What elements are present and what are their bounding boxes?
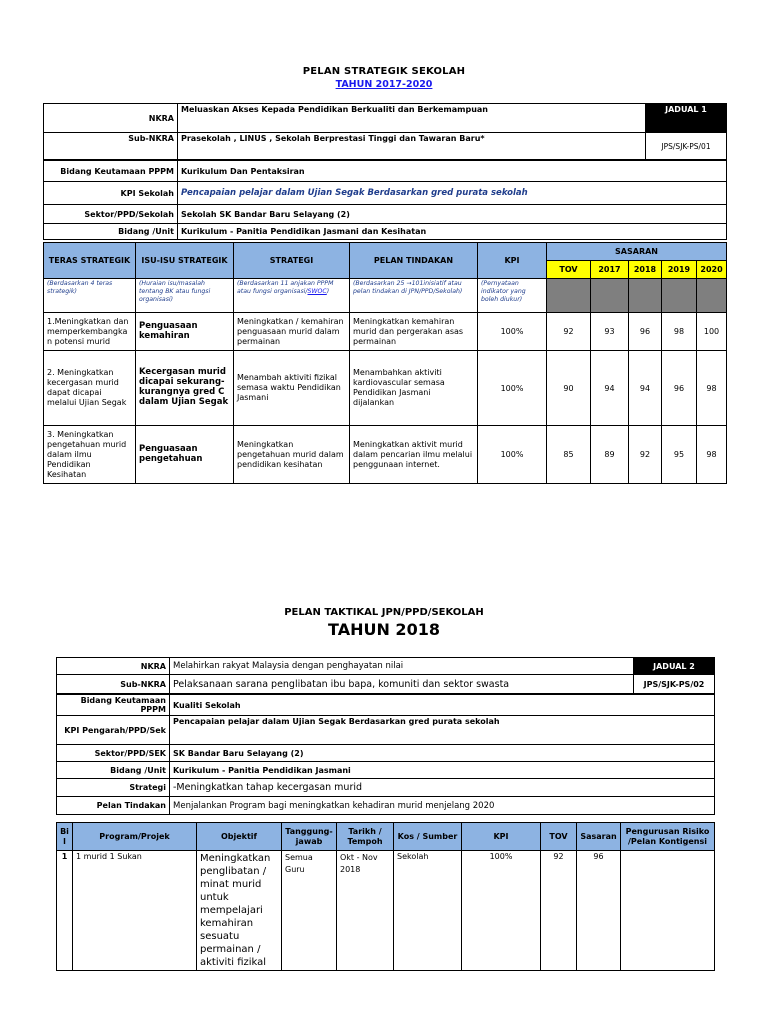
- gray-cell: [697, 279, 727, 313]
- strategi-note: [234, 279, 350, 313]
- y2017-cell: 93: [591, 313, 629, 351]
- tov-header: TOV: [541, 823, 577, 851]
- jadual-label: JADUAL 2: [634, 658, 715, 675]
- strategi-header: STRATEGI: [234, 243, 350, 279]
- sasaran-cell: 96: [577, 851, 621, 971]
- nkra-value: Melahirkan rakyat Malaysia dengan penghayatan nilai: [170, 658, 634, 675]
- strategi-cell: Meningkatkan / kemahiran penguasaan murid dalam permainan: [234, 313, 350, 351]
- kpi-cell: 100%: [478, 426, 547, 484]
- y2019-cell: 96: [662, 351, 697, 426]
- kpi-note: (Pernyataan indikator yang boleh diukur): [478, 279, 547, 313]
- isu-cell: Penguasaan pengetahuan: [136, 426, 234, 484]
- bidang-pppm-label: Bidang Keutamaan PPPM: [57, 695, 170, 716]
- bidang-pppm-value: Kualiti Sekolah: [170, 695, 715, 716]
- sektor-value: Sekolah SK Bandar Baru Selayang (2): [178, 205, 727, 224]
- kpi-sekolah-value: Pencapaian pelajar dalam Ujian Segak Berdasarkan gred purata sekolah: [178, 182, 727, 205]
- gray-cell: [629, 279, 662, 313]
- risiko-cell: [621, 851, 715, 971]
- tactical-header-table: [56, 657, 715, 694]
- tov-cell: 92: [547, 313, 591, 351]
- nkra-label: NKRA: [57, 658, 170, 675]
- pelan-cell: Meningkatkan kemahiran murid dan pergerakan asas permainan: [350, 313, 478, 351]
- isu-cell: Penguasaan kemahiran: [136, 313, 234, 351]
- bil-cell: 1: [57, 851, 73, 971]
- gray-cell: [591, 279, 629, 313]
- table-row: [44, 426, 727, 484]
- objektif-cell: Meningkatkan penglibatan / minat murid untuk mempelajari kemahiran sesuatu permainan / aktiviti fizikal: [197, 851, 282, 971]
- teras-cell: 1.Meningkatkan dan memperkembangkan potensi murid: [44, 313, 136, 351]
- kpi-pengarah-label: KPI Pengarah/PPD/Sek: [57, 716, 170, 745]
- tanggung-cell: Semua Guru: [282, 851, 337, 971]
- isu-cell: Kecergasan murid dicapai sekurang-kurangnya gred C dalam Ujian Segak: [136, 351, 234, 426]
- tov-cell: 85: [547, 426, 591, 484]
- kpi-header: KPI: [478, 243, 547, 279]
- bidang-pppm-label: Bidang Keutamaan PPPM: [44, 161, 178, 182]
- kpi-cell: 100%: [462, 851, 541, 971]
- strategi-note-close: ): [326, 287, 330, 295]
- y2020-cell: 98: [697, 351, 727, 426]
- sektor-label: Sektor/PPD/SEK: [57, 745, 170, 762]
- isu-header: ISU-ISU STRATEGIK: [136, 243, 234, 279]
- isu-note: (Huraian isu/masalah tentang BK atau fungsi organisasi): [136, 279, 234, 313]
- unit-label: Bidang /Unit: [44, 224, 178, 240]
- tov-cell: 92: [541, 851, 577, 971]
- teras-header: TERAS STRATEGIK: [44, 243, 136, 279]
- y2017-cell: 94: [591, 351, 629, 426]
- objektif-header: Objektif: [197, 823, 282, 851]
- y2018-cell: 96: [629, 313, 662, 351]
- teras-cell: 3. Meningkatkan pengetahuan murid dalam ilmu Pendidikan Kesihatan: [44, 426, 136, 484]
- jadual-label: JADUAL 1: [646, 104, 727, 133]
- pelan-tindakan-value: Menjalankan Program bagi meningkatkan kehadiran murid menjelang 2020: [170, 797, 715, 815]
- table-row: [44, 351, 727, 426]
- subnkra-label: Sub-NKRA: [57, 675, 170, 694]
- kos-cell: Sekolah: [394, 851, 462, 971]
- sektor-label: Sektor/PPD/Sekolah: [44, 205, 178, 224]
- strategic-plan-table: [43, 242, 727, 484]
- strategic-header-table: [43, 103, 727, 160]
- doc1-subtitle[interactable]: TAHUN 2017-2020: [335, 79, 433, 90]
- pelan-cell: Meningkatkan aktivit murid dalam pencarian ilmu melalui penggunaan internet.: [350, 426, 478, 484]
- sasaran-header: Sasaran: [577, 823, 621, 851]
- strategi-label: Strategi: [57, 779, 170, 797]
- bidang-pppm-value: Kurikulum Dan Pentaksiran: [178, 161, 727, 182]
- gray-cell: [547, 279, 591, 313]
- subnkra-value: Prasekolah , LINUS , Sekolah Berprestasi Tinggi dan Tawaran Baru*: [178, 133, 646, 160]
- tanggung-header: Tanggung-jawab: [282, 823, 337, 851]
- year-header-2017: 2017: [591, 261, 629, 279]
- table-row: [44, 313, 727, 351]
- y2018-cell: 92: [629, 426, 662, 484]
- kpi-header: KPI: [462, 823, 541, 851]
- pelan-cell: Menambahkan aktiviti kardiovascular semasa Pendidikan Jasmani dijalankan: [350, 351, 478, 426]
- kos-header: Kos / Sumber: [394, 823, 462, 851]
- y2020-cell: 100: [697, 313, 727, 351]
- subnkra-value: Pelaksanaan sarana penglibatan ibu bapa, komuniti dan sektor swasta: [170, 675, 634, 694]
- doc-code: JPS/SJK-PS/02: [634, 675, 715, 694]
- strategi-value: -Meningkatkan tahap kecergasan murid: [170, 779, 715, 797]
- strategi-note-text: (Berdasarkan 11 anjakan PPPM atau fungsi organisasi/: [237, 280, 334, 295]
- kpi-sekolah-label: KPI Sekolah: [44, 182, 178, 205]
- y2017-cell: 89: [591, 426, 629, 484]
- year-header-2018: 2018: [629, 261, 662, 279]
- doc2-title: PELAN TAKTIKAL JPN/PPD/SEKOLAH: [284, 607, 484, 618]
- doc2-year: TAHUN 2018: [328, 620, 440, 639]
- y2019-cell: 95: [662, 426, 697, 484]
- pelan-header: PELAN TINDAKAN: [350, 243, 478, 279]
- y2019-cell: 98: [662, 313, 697, 351]
- pelan-note: (Berdasarkan 25 →101inisiatif atau pelan tindakan di JPN/PPD/Sekolah): [350, 279, 478, 313]
- y2018-cell: 94: [629, 351, 662, 426]
- strategic-info-table: [43, 160, 727, 240]
- tarikh-cell: Okt - Nov 2018: [337, 851, 394, 971]
- year-header-2019: 2019: [662, 261, 697, 279]
- teras-note: (Berdasarkan 4 teras strategik): [44, 279, 136, 313]
- year-header-tov: TOV: [547, 261, 591, 279]
- strategi-cell: Meningkatkan pengetahuan murid dalam pendidikan kesihatan: [234, 426, 350, 484]
- pelan-tindakan-label: Pelan Tindakan: [57, 797, 170, 815]
- y2020-cell: 98: [697, 426, 727, 484]
- year-header-2020: 2020: [697, 261, 727, 279]
- nkra-value: Meluaskan Akses Kepada Pendidikan Berkualiti dan Berkemampuan: [178, 104, 646, 133]
- subnkra-label: Sub-NKRA: [44, 133, 178, 160]
- table-row: [57, 851, 715, 971]
- kpi-cell: 100%: [478, 313, 547, 351]
- sektor-value: SK Bandar Baru Selayang (2): [170, 745, 715, 762]
- kpi-pengarah-value: Pencapaian pelajar dalam Ujian Segak Berdasarkan gred purata sekolah: [170, 716, 715, 745]
- swoc-link[interactable]: SWOC: [307, 287, 327, 295]
- program-header: Program/Projek: [73, 823, 197, 851]
- doc1-title: PELAN STRATEGIK SEKOLAH: [302, 66, 466, 77]
- gray-cell: [662, 279, 697, 313]
- risiko-header: Pengurusan Risiko /Pelan Kontigensi: [621, 823, 715, 851]
- sasaran-header: SASARAN: [547, 243, 727, 261]
- teras-cell: 2. Meningkatkan kecergasan murid dapat dicapai melalui Ujian Segak: [44, 351, 136, 426]
- unit-value: Kurikulum - Panitia Pendidikan Jasmani dan Kesihatan: [178, 224, 727, 240]
- strategi-cell: Menambah aktiviti fizikal semasa waktu Pendidikan Jasmani: [234, 351, 350, 426]
- kpi-cell: 100%: [478, 351, 547, 426]
- unit-label: Bidang /Unit: [57, 762, 170, 779]
- tarikh-header: Tarikh / Tempoh: [337, 823, 394, 851]
- tactical-info-table: [56, 694, 715, 815]
- nkra-label: NKRA: [44, 104, 178, 133]
- doc-code: JPS/SJK-PS/01: [646, 133, 727, 160]
- program-cell: 1 murid 1 Sukan: [73, 851, 197, 971]
- unit-value: Kurikulum - Panitia Pendidikan Jasmani: [170, 762, 715, 779]
- tactical-plan-table: [56, 822, 715, 971]
- tov-cell: 90: [547, 351, 591, 426]
- bil-header: Bil: [57, 823, 73, 851]
